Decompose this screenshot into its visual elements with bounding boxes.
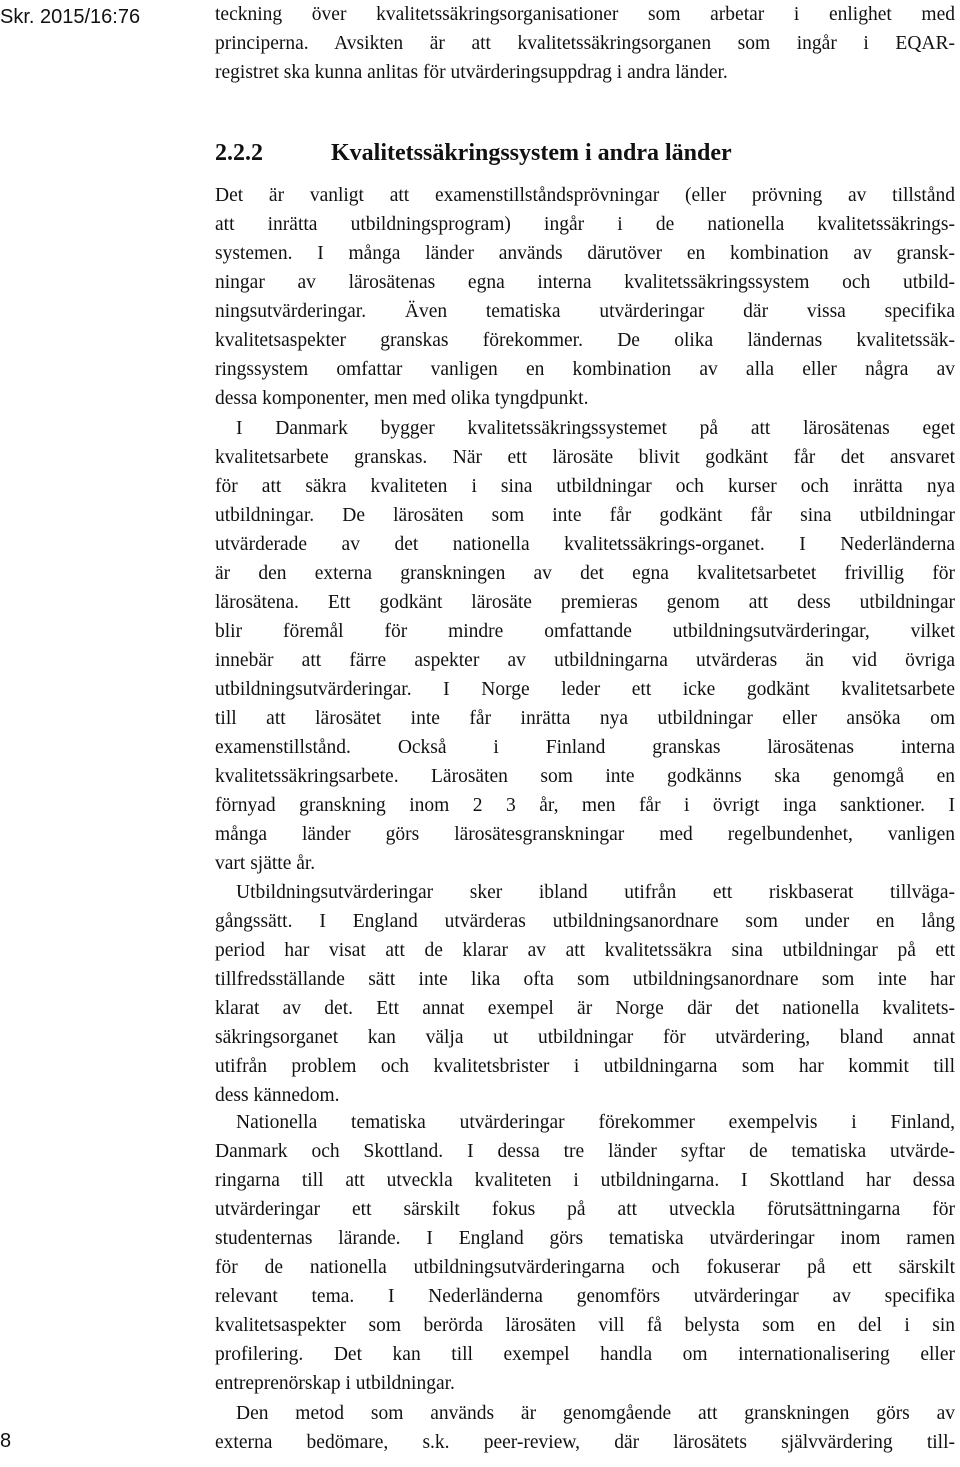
body-paragraph <box>215 1399 955 1457</box>
text-line: kvalitetsaspekter granskas förekommer. De olika ländernas kvalitetssäk- <box>215 330 955 351</box>
text-line: utifrån problem och kvalitetsbrister i utbildningarna som har kommit till <box>215 1056 955 1077</box>
text-line: I Danmark bygger kvalitetssäkringssystemet på att lärosätenas eget <box>236 418 955 439</box>
text-line: registret ska kunna anlitas för utvärderingsuppdrag i andra länder. <box>215 62 728 83</box>
intro-paragraph <box>215 0 955 87</box>
text-line: förnyad granskning inom 2 3 år, men får i övrigt inga sanktioner. I <box>215 795 955 816</box>
text-line: att inrätta utbildningsprogram) ingår i de nationella kvalitetssäkrings- <box>215 214 955 235</box>
text-line: utvärderingar ett särskilt fokus på att utveckla förutsättningarna för <box>215 1199 955 1220</box>
section-number: 2.2.2 <box>215 140 263 166</box>
text-line: för att säkra kvaliteten i sina utbildningar och kurser och inrätta nya <box>215 476 955 497</box>
body-paragraph <box>215 181 955 413</box>
text-line: vart sjätte år. <box>215 853 316 874</box>
text-line: många länder görs lärosätesgranskningar med regelbundenhet, vanligen <box>215 824 955 845</box>
text-line: entreprenörskap i utbildningar. <box>215 1373 455 1394</box>
text-line: dess kännedom. <box>215 1085 340 1106</box>
text-line: utbildningar. De lärosäten som inte får godkänt får sina utbildningar <box>215 505 955 526</box>
text-line: utvärderade av det nationella kvalitetssäkrings-organet. I Nederländerna <box>215 534 955 555</box>
text-line: ningar av lärosätenas egna interna kvalitetssäkringssystem och utbild- <box>215 272 955 293</box>
text-line: utbildningsutvärderingar. I Norge leder ett icke godkänt kvalitetsarbete <box>215 679 955 700</box>
page-number: 8 <box>0 1430 12 1452</box>
text-line: till att lärosätet inte får inrätta nya utbildningar eller ansöka om <box>215 708 955 729</box>
text-line: tillfredsställande sätt inte lika ofta som utbildningsanordnare som inte har <box>215 969 955 990</box>
text-line: ringssystem omfattar vanligen en kombination av alla eller några av <box>215 359 955 380</box>
text-line: Nationella tematiska utvärderingar förekommer exempelvis i Finland, <box>236 1112 955 1133</box>
text-line: kvalitetssäkringsarbete. Lärosäten som inte godkänns ska genomgå en <box>215 766 955 787</box>
body-paragraph <box>215 1108 955 1398</box>
text-line: examenstillstånd. Också i Finland granskas lärosätenas interna <box>215 737 955 758</box>
text-line: lärosätena. Ett godkänt lärosäte premieras genom att dess utbildningar <box>215 592 955 613</box>
text-line: teckning över kvalitetssäkringsorganisationer som arbetar i enlighet med <box>215 4 955 25</box>
body-paragraph <box>215 414 955 878</box>
text-line: klarat av det. Ett annat exempel är Norge där det nationella kvalitets- <box>215 998 955 1019</box>
text-line: kvalitetsaspekter som berörda lärosäten vill få belysta som en del i sin <box>215 1315 955 1336</box>
text-line: blir föremål för mindre omfattande utbildningsutvärderingar, vilket <box>215 621 955 642</box>
section-title: Kvalitetssäkringssystem i andra länder <box>331 140 732 166</box>
text-line: är den externa granskningen av det egna kvalitetsarbetet frivillig för <box>215 563 955 584</box>
text-line: säkringsorganet kan välja ut utbildningar för utvärdering, bland annat <box>215 1027 955 1048</box>
text-line: Den metod som används är genomgående att granskningen görs av <box>236 1403 955 1424</box>
text-line: principerna. Avsikten är att kvalitetssäkringsorganen som ingår i EQAR- <box>215 33 955 54</box>
text-line: kvalitetsarbete granskas. När ett lärosäte blivit godkänt får det ansvaret <box>215 447 955 468</box>
text-line: innebär att färre aspekter av utbildningarna utvärderas än vid övriga <box>215 650 955 671</box>
text-line: period har visat att de klarar av att kvalitetssäkra sina utbildningar på ett <box>215 940 955 961</box>
text-line: ningsutvärderingar. Även tematiska utvärderingar där vissa specifika <box>215 301 955 322</box>
text-line: studenternas lärande. I England görs tematiska utvärderingar inom ramen <box>215 1228 955 1249</box>
text-line: Det är vanligt att examenstillståndsprövningar (eller prövning av tillstånd <box>215 185 955 206</box>
document-reference: Skr. 2015/16:76 <box>0 6 141 28</box>
section-heading <box>215 137 955 169</box>
text-line: systemen. I många länder används därutöver en kombination av gransk- <box>215 243 955 264</box>
text-line: dessa komponenter, men med olika tyngdpunkt. <box>215 388 589 409</box>
text-line: relevant tema. I Nederländerna genomförs utvärderingar av specifika <box>215 1286 955 1307</box>
text-line: ringarna till att utveckla kvaliteten i utbildningarna. I Skottland har dessa <box>215 1170 955 1191</box>
text-line: Danmark och Skottland. I dessa tre länder syftar de tematiska utvärde- <box>215 1141 955 1162</box>
text-line: Utbildningsutvärderingar sker ibland utifrån ett riskbaserat tillväga- <box>236 882 955 903</box>
text-line: för de nationella utbildningsutvärderingarna och fokuserar på ett särskilt <box>215 1257 955 1278</box>
body-paragraph <box>215 878 955 1110</box>
text-line: profilering. Det kan till exempel handla om internationalisering eller <box>215 1344 955 1365</box>
text-line: externa bedömare, s.k. peer-review, där lärosätets självvärdering till- <box>215 1432 955 1453</box>
text-line: gångssätt. I England utvärderas utbildningsanordnare som under en lång <box>215 911 955 932</box>
